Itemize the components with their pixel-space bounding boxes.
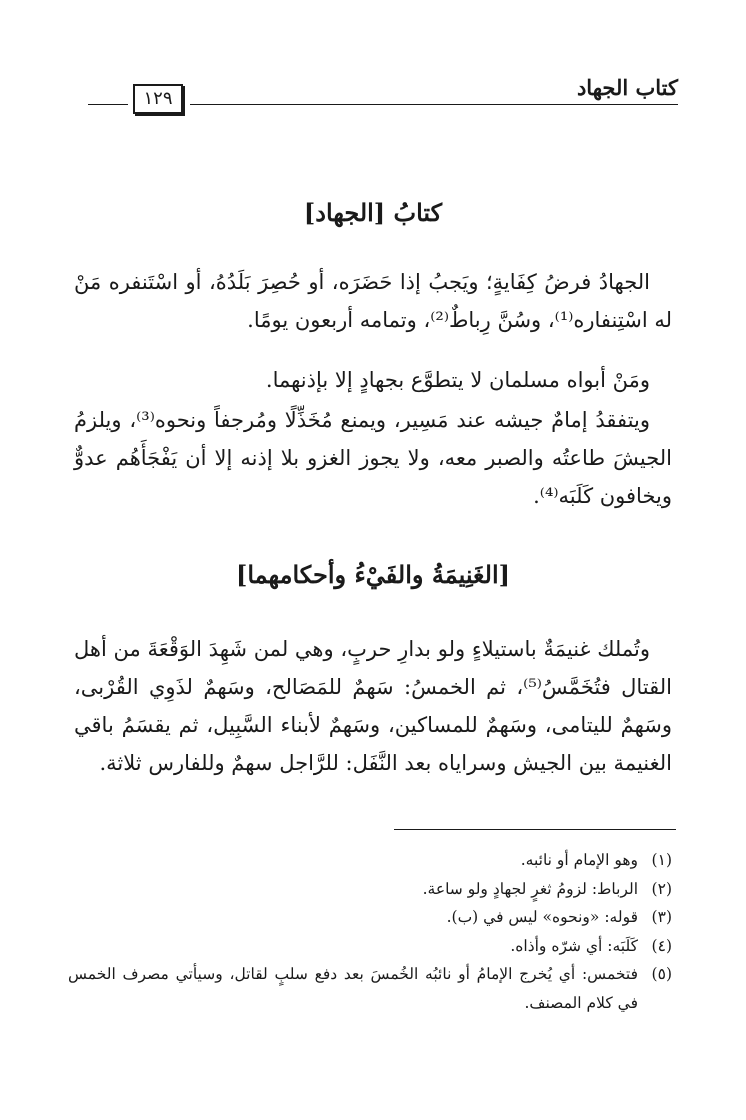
footnote-text: كَلَبَه: أي شرّه وأذاه. bbox=[510, 936, 638, 955]
footnote bbox=[68, 875, 672, 904]
running-title: كتاب الجهاد bbox=[576, 75, 678, 100]
header-rule bbox=[190, 104, 678, 105]
paragraph: ومَنْ أبواه مسلمان لا يتطوَّع بجهادٍ إلا بإذنهما. bbox=[265, 368, 650, 392]
section-heading: [الغَنِيمَةُ والفَيْءُ وأحكامهما] bbox=[236, 560, 510, 589]
footnote-text: قوله: «ونحوه» ليس في (ب). bbox=[446, 908, 638, 926]
footnote bbox=[68, 903, 672, 932]
paragraph: الجهادُ فرضُ كِفَايةٍ؛ ويَجبُ إذا حَضَرَه، أو حُصِرَ بَلَدُهُ، أو اسْتَنفره مَنْ له اسْتِنفاره⁽¹⁾، وسُنَّ رِباطٌ⁽²⁾، وتمامه أربعون يومًا. bbox=[74, 270, 672, 332]
footnote-text: الرباط: لزومُ ثغرٍ لجهادٍ ولو ساعة. bbox=[422, 879, 638, 898]
footnote-text: فتخمس: أي يُخرج الإمامُ أو نائبُه الخُمسَ بعد دفع سلبٍ لقاتل، وسيأتي مصرف الخمس في كلام المصنف. bbox=[68, 965, 638, 1012]
footnote-number: (٣) bbox=[651, 908, 672, 926]
footnote-number: (١) bbox=[651, 851, 672, 869]
header-rule-short bbox=[88, 104, 128, 105]
paragraph: وتُملك غنيمَةٌ باستيلاءٍ ولو بدارِ حربٍ، وهي لمن شَهِدَ الوَقْعَةَ من أهل القتال فتُخَمَّسُ⁽⁵⁾، ثم الخمسُ: سَهمٌ للمَصَالح، وسَهمٌ لذَوِي القُرْبى، وسَهمٌ لليتامى، وسَهمٌ للمساكين، وسَهمٌ لأبناء السَّبِيل، ثم يقسَمُ باقي الغنيمة بين الجيش وسراياه بعد النَّفَل: للرَّاجل سهمٌ وللفارس ثلاثة. bbox=[74, 637, 672, 775]
paragraph: ويتفقدُ إمامٌ جيشه عند مَسِير، ويمنع مُخَذِّلًا ومُرجفاً ونحوه⁽³⁾، ويلزمُ الجيشَ طاعتُه والصبر معه، ولا يجوز الغزو بلا إذنه إلا أن يَفْجَأَهُم عدوٌّ ويخافون كَلَبَه⁽⁴⁾. bbox=[74, 408, 672, 508]
footnote-separator bbox=[394, 829, 676, 830]
footnote-number: (٥) bbox=[651, 965, 672, 983]
footnotes bbox=[68, 846, 672, 1017]
chapter-heading: كتابُ [الجهاد] bbox=[303, 198, 443, 227]
footnote bbox=[68, 932, 672, 961]
footnote-text: وهو الإمام أو نائبه. bbox=[520, 851, 638, 869]
footnote bbox=[68, 960, 672, 1017]
page-number: ١٢٩ bbox=[133, 84, 183, 114]
footnote-number: (٤) bbox=[651, 936, 672, 955]
footnote-number: (٢) bbox=[651, 879, 672, 898]
footnote bbox=[68, 846, 672, 875]
